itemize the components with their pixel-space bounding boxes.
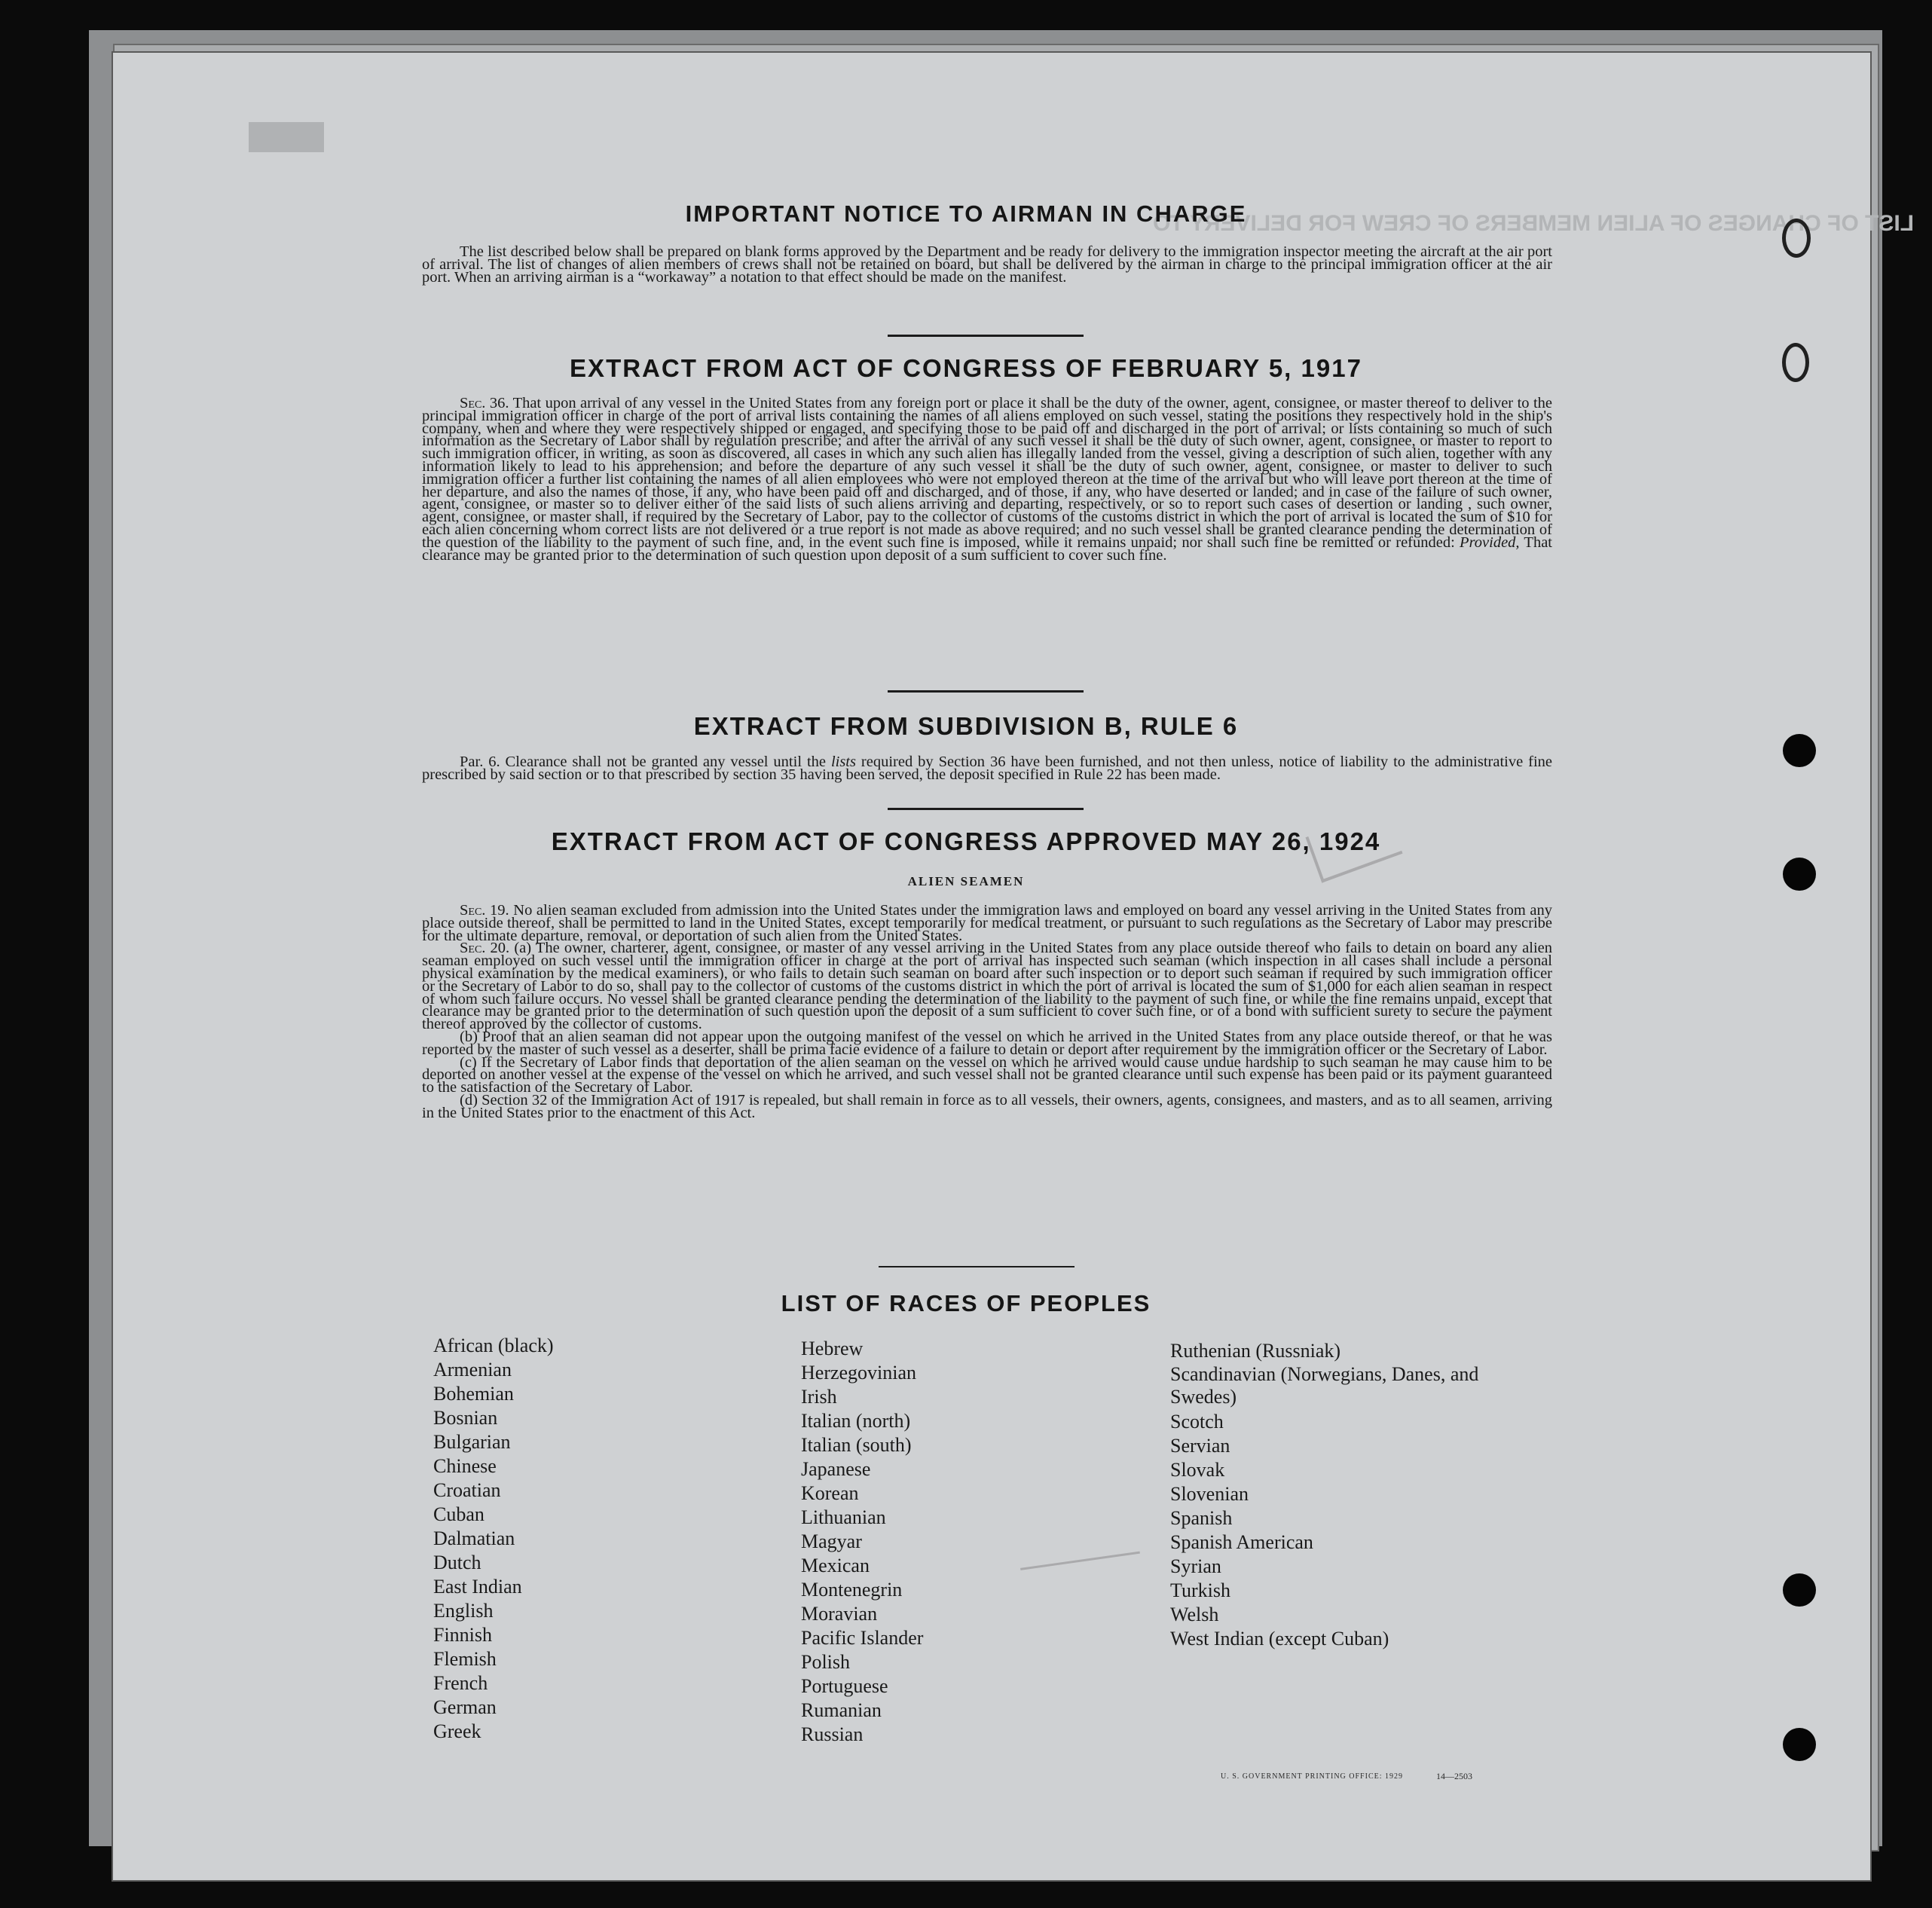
race-item: Bohemian [433, 1383, 514, 1405]
bleed-through-handwriting [1015, 1514, 1140, 1570]
rule-6-heading: EXTRACT FROM SUBDIVISION B, RULE 6 [693, 712, 1239, 740]
act-1924-heading: EXTRACT FROM ACT OF CONGRESS APPROVED MAY 26, 1924 [551, 827, 1381, 855]
race-item: Mexican [801, 1555, 870, 1576]
race-item: German [433, 1696, 497, 1718]
punch-hole [1783, 1728, 1816, 1761]
race-item: Scandinavian (Norwegians, Danes, and Swedes) [1170, 1363, 1479, 1408]
race-item: Lithuanian [801, 1506, 886, 1528]
race-item: Italian (north) [801, 1410, 911, 1432]
race-item: Flemish [433, 1648, 497, 1670]
race-item: Pacific Islander [801, 1627, 924, 1649]
sec-36-text-end: That clearance may be granted prior to the determination of such question upon deposit of a sum sufficient to cover such fine. [422, 534, 1553, 564]
act-1917-heading: EXTRACT FROM ACT OF CONGRESS OF FEBRUARY 5, 1917 [570, 354, 1362, 382]
race-item: Syrian [1170, 1555, 1221, 1577]
race-item: East Indian [433, 1576, 522, 1598]
race-item: Bulgarian [433, 1431, 511, 1453]
provided-word: Provided, [1460, 534, 1520, 551]
race-item: Ruthenian (Russniak) [1170, 1340, 1341, 1362]
form-number: 14—2503 [1436, 1771, 1472, 1781]
race-item: Hebrew [801, 1338, 864, 1359]
race-item: English [433, 1600, 494, 1622]
sec-36-paragraph [422, 395, 1553, 564]
sec-20c-paragraph [422, 1053, 1552, 1096]
sec-20a-text: (a) The owner, charterer, agent, consignee, or master of any vessel arriving in the United States from any place outside thereof who fails to detain on board any alien seaman employed on such vessel until the immigration officer in charge at the port of arrival has inspected such seaman (which inspection in all cases shall include a personal physical examination by the medical examiners), or who fails to detain such seaman on board after such inspection or to deport such seaman if required by such immigration officer or the Secretary of Labor to do so, shall pay to the collector of customs of the customs district in which the port of arrival is located the sum of $1,000 for each alien seaman in respect of whom such failure occurs. No vessel shall be granted clearance pending the determination of the liability to the payment of such fine, or while the fine remains unpaid, except that clearance may be granted prior to the determination of such question upon the deposit of a sum sufficient to cover such fine, or of a bond with sufficient surety to secure the payment thereof approved by the collector of customs. [422, 940, 1553, 1033]
race-item: Korean [801, 1482, 859, 1504]
race-item: Portuguese [801, 1675, 888, 1697]
race-item: Chinese [433, 1455, 497, 1477]
sec-19-paragraph [422, 904, 1552, 942]
sec-20d-text: (d) Section 32 of the Immigration Act of 1917 is repealed, but shall remain in force as to all vessels, their owners, agents, consignees, and masters, and as to all seamen, arriving in the United States prior to the enactment of this Act. [422, 1091, 1552, 1121]
race-item: Turkish [1170, 1579, 1230, 1601]
races-column-2 [801, 1337, 923, 1747]
race-item: Rumanian [801, 1699, 882, 1721]
bleed-through-heading: LIST OF CHANGES OF ALIEN MEMBERS OF CREW FOR DELIVERY TO [1153, 211, 1915, 236]
sec-20c-text: (c) If the Secretary of Labor finds that deportation of the alien seaman on the vessel on which he arrived would cause undue hardship to such seaman he may cause him to be deported on another vessel at the expense of the vessel on which he arrived, and such vessel shall not be granted clearance until such expense has been paid or its payment guaranteed to the satisfaction of the Secretary of Labor. [422, 1053, 1552, 1096]
race-item: Montenegrin [801, 1579, 903, 1601]
race-item: Moravian [801, 1603, 878, 1625]
race-item: Dalmatian [433, 1527, 515, 1549]
race-item: Irish [801, 1386, 837, 1408]
printing-office-imprint: U. S. GOVERNMENT PRINTING OFFICE: 1929 [1221, 1772, 1403, 1781]
race-item: Croatian [433, 1479, 501, 1501]
sec-20d-paragraph [422, 1091, 1552, 1121]
sec-36-label: Sec. 36. [460, 395, 509, 411]
sec-20b-text: (b) Proof that an alien seaman did not appear upon the outgoing manifest of the vessel on which he arrived in the United States from any place outside thereof, or that he was reported by the master of such vessel as a deserter, shall be prima facie evidence of a failure to detain or deport after requirement by the immigration officer or the Secretary of Labor. [422, 1028, 1552, 1058]
sec-20a-paragraph [422, 942, 1552, 1031]
act-1924-body [422, 904, 1552, 1120]
notice-text: The list described below shall be prepared on blank forms approved by the Department and be ready for delivery to the immigration inspector meeting the aircraft at the air port of arrival. The list of changes of alien members of crews shall not be retained on board, but shall be delivered by the airman in charge to the principal immigration officer at the air port. When an arriving airman is a “workaway” a notation to that effect should be made on the manifest. [422, 243, 1552, 286]
sec-20-label: Sec. 20. [460, 940, 510, 957]
race-item: Spanish [1170, 1507, 1233, 1529]
race-item: Cuban [433, 1503, 485, 1525]
races-heading: LIST OF RACES OF PEOPLES [781, 1290, 1151, 1316]
race-item: Herzegovinian [801, 1362, 917, 1384]
section-divider [888, 690, 1084, 693]
race-item: Japanese [801, 1458, 871, 1480]
race-item: Magyar [801, 1530, 862, 1552]
bleed-through-mark [249, 122, 324, 152]
notice-heading: IMPORTANT NOTICE TO AIRMAN IN CHARGE [685, 200, 1247, 227]
punch-hole [1783, 1573, 1816, 1607]
rule-6-text: Par. 6. Clearance shall not be granted any vessel until the [460, 754, 831, 770]
rule-6-paragraph [422, 756, 1552, 781]
race-item: Welsh [1170, 1604, 1219, 1625]
race-item: Servian [1170, 1435, 1230, 1457]
race-item: Finnish [433, 1624, 493, 1646]
sec-19-text: No alien seaman excluded from admission into the United States under the immigration laws and employed on board any vessel arriving in the United States from any place outside thereof, shall be permitted to land in the United States, except temporarily for medical treatment, or pursuant to such regulations as the Secretary of Labor may prescribe for the ultimate departure, removal, or deportation of such alien from the United States. [422, 902, 1553, 944]
race-item: Russian [801, 1723, 864, 1745]
section-divider [879, 1266, 1075, 1267]
rule-6-text-end: required by Section 36 have been furnished, and not then unless, notice of liability to the administrative fine prescribed by said section or to that prescribed by section 35 having been served, the deposit specified in Rule 22 has been made. [422, 754, 1552, 783]
races-column-1 [433, 1334, 554, 1744]
race-item: French [433, 1672, 488, 1694]
race-item: Scotch [1170, 1411, 1224, 1433]
race-item: Armenian [433, 1359, 512, 1381]
section-divider [888, 808, 1084, 810]
race-item: Dutch [433, 1552, 481, 1573]
race-item: African (black) [433, 1335, 554, 1356]
notice-paragraph [422, 243, 1552, 286]
race-item: Spanish American [1170, 1531, 1313, 1553]
races-column-3 [1170, 1339, 1517, 1651]
section-divider [888, 335, 1084, 337]
race-item: Slovak [1170, 1459, 1225, 1481]
race-item: Slovenian [1170, 1483, 1249, 1505]
race-item: Italian (south) [801, 1434, 912, 1456]
alien-seamen-subheading: ALIEN SEAMEN [907, 874, 1025, 888]
sec-36-text: That upon arrival of any vessel in the United States from any foreign port or place it shall be the duty of the owner, agent, consignee, or master thereof to deliver to the principal immigration officer in charge of the port of arrival lists containing the names of all aliens employed on such vessel, stating the positions they respectively hold in the ship's company, when and where they were respectively shipped or engaged, and specifying those to be paid off and discharged in the port of arrival; or lists containing so much of such information as the Secretary of Labor shall by regulation prescribe; and after the arrival of any such vessel it shall be the duty of such owner, agent, consignee, or master to report to such immigration officer, in writing, as soon as discovered, all cases in which any such alien has illegally landed from the vessel, giving a description of such alien, together with any information likely to lead to his apprehension; and before the departure of any such vessel it shall be the duty of such owner, agent, consignee, or master to deliver to such immigration officer a further list containing the names of all alien employees who were not employed thereon at the time of the arrival but who will leave port thereon at the time of her departure, and also the names of those, if any, who have been paid off and discharged, and of those, if any, who have deserted or landed; and in case of the failure of such owner, agent, consignee, or master so to deliver either of the said lists of such aliens arriving and departing, respectively, or so to report such cases of desertion or landing , such owner, agent, consignee, or master shall, if required by the Secretary of Labor, pay to the collector of customs of the customs district in which the port of arrival is located the sum of $10 for each alien concerning whom correct lists are not delivered or a true report is not made as above required; and no such vessel shall be granted clearance pending the determination of the question of the liability to the payment of such fine, and, in the event such fine is imposed, while it remains unpaid; nor shall such fine be remitted or refunded: [422, 395, 1552, 551]
race-item: West Indian (except Cuban) [1170, 1628, 1389, 1650]
sec-19-label: Sec. 19. [460, 902, 509, 919]
race-item: Greek [433, 1720, 481, 1742]
sec-20b-paragraph [422, 1028, 1552, 1058]
race-item: Bosnian [433, 1407, 498, 1429]
race-item: Polish [801, 1651, 851, 1673]
lists-word: lists [830, 754, 856, 770]
